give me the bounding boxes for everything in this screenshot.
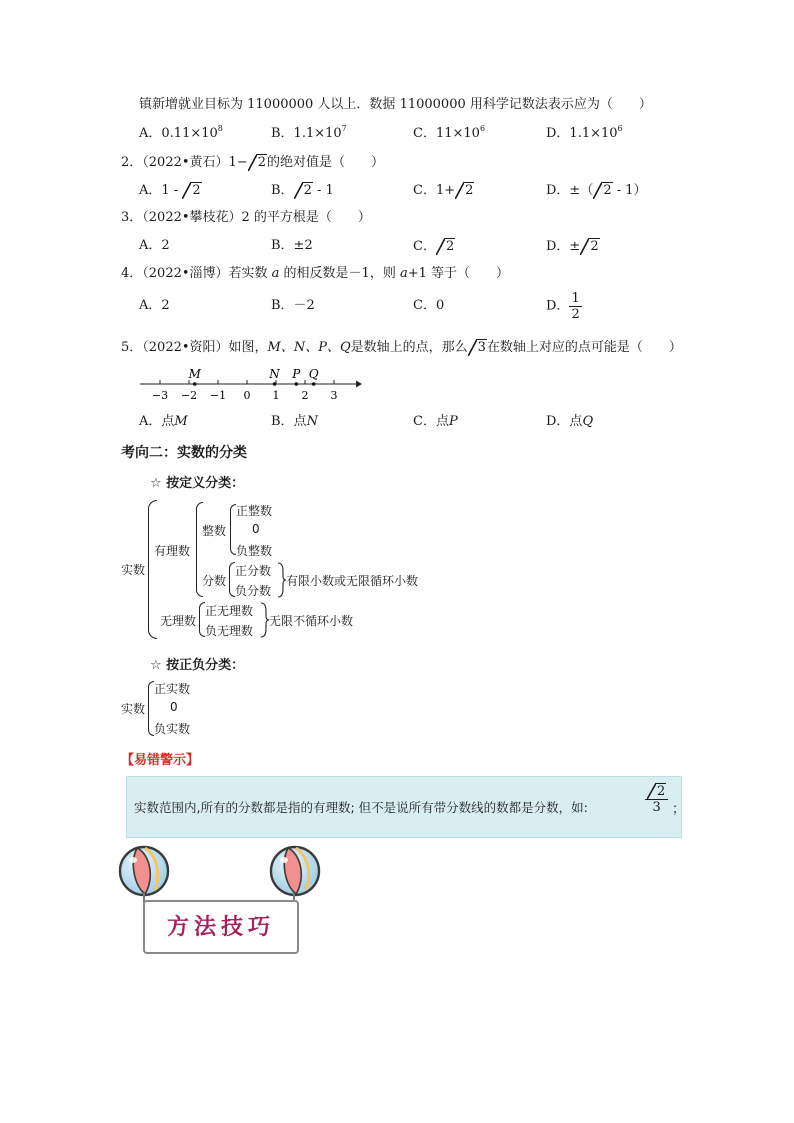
by-definition-label: ☆ 按定义分类： [150,476,245,491]
negative-irrational: 负无理数 [205,624,254,638]
number-line-tick-label: −1 [209,389,227,402]
warning-box [126,776,686,838]
q3-stem: 3．（2022•攀枝花）2 的平方根是（ ） [121,210,371,225]
q2-option-b: B． 2 - 1 [271,183,334,198]
q3-option-d: D．± 2 [546,239,599,254]
q2-option-a: A．1 - 2 [139,183,201,198]
q2-stem: 2．（2022•黄石）1− 2的绝对值是（ ） [121,155,384,170]
number-line-point-label: P [292,367,301,381]
negative-integer: 负整数 [236,544,273,558]
section-heading: 考向二：实数的分类 [121,445,247,461]
number-line-point-n [273,382,277,386]
q5-option-a: A．点M [139,414,188,429]
q2-option-c: C．1+ 2 [413,183,474,198]
number-line-tick-label: 0 [243,389,251,402]
fraction-note: 有限小数或无限循环小数 [286,574,419,588]
q3-option-a: A．2 [139,238,170,253]
q4-stem: 4．（2022•淄博）若实数 a 的相反数是－1，则 a+1 等于（ ） [121,266,510,281]
method-banner-text: 方法技巧 [166,914,275,940]
zero-integer: 0 [252,522,260,536]
zero-real: 0 [170,700,178,714]
number-line-point-label: M [188,367,201,381]
positive-irrational: 正无理数 [205,604,254,618]
number-line-point-q [312,382,316,386]
number-line-tick-label: −2 [180,389,198,402]
positive-integer: 正整数 [236,504,273,518]
ball-icon-left [115,842,173,900]
q5-option-c: C．点P [413,414,458,429]
number-line-point-label: Q [308,367,319,381]
positive-fraction: 正分数 [235,564,272,578]
brace-root-top [148,500,157,571]
integer-label: 整数 [202,524,227,538]
number-line-arrow [356,381,362,388]
q3-option-c: C． 2 [413,239,455,254]
q1-option-a: A．$0.11\times 10^8$ [139,124,223,141]
by-sign-label: ☆ 按正负分类： [150,658,245,673]
negative-real: 负实数 [154,722,191,736]
warning-text: 实数范围内,所有的分数都是指的有理数; 但不是说所有带分数线的数都是分数，如: [134,800,588,815]
fraction-label: 分数 [202,574,227,588]
negative-fraction: 负分数 [235,584,272,598]
brace-root-bottom [148,568,157,639]
number-line-point-m [193,382,197,386]
irrational-label: 无理数 [160,614,197,628]
q4-option-a: A．2 [139,298,170,313]
positive-real: 正实数 [154,682,191,696]
q5-option-d: D．点Q [546,414,594,429]
number-line-point-label: N [269,367,280,381]
warning-tail: ； [672,802,686,817]
q4-option-b: B．－2 [271,298,315,313]
q4-option-d: D． $\frac{1}{2}$ [546,291,580,322]
tree-root: 实数 [121,563,146,577]
q4-option-c: C．0 [413,298,445,313]
ball-icon-right [266,842,324,900]
warning-example: $\frac{2}{3}$ [645,783,668,815]
q5-stem: 5．（2022•资阳）如图，M、N、P、Q是数轴上的点，那么 3在数轴上对应的点可能是（ ） [121,340,682,355]
number-line-tick-label: 2 [301,389,309,402]
irrational-note: 无限不循环小数 [269,614,354,628]
q5-option-b: B．点N [271,414,318,429]
number-line-tick-label: −3 [151,389,169,402]
q1-option-b: B．$1.1\times 10^7$ [271,124,347,141]
q3-option-b: B．±2 [271,238,313,253]
q1-option-c: C．$11\times 10^6$ [413,124,486,141]
q1-option-d: D．$1.1\times 10^6$ [546,124,623,141]
number-line-point-p [295,382,299,386]
q2-option-d: D．±（ 2 - 1） [546,183,647,198]
number-line-tick-label: 1 [272,389,280,402]
method-banner [143,900,299,954]
sign-tree-root: 实数 [121,702,146,716]
number-line [138,362,364,406]
rational-label: 有理数 [154,544,191,558]
number-line-tick-label: 3 [330,389,338,402]
q1-stem: 镇新增就业目标为 11000000 人以上．数据 11000000 用科学记数法表示应为（ ） [139,97,652,112]
warning-title: 【易错警示】 [121,753,200,768]
